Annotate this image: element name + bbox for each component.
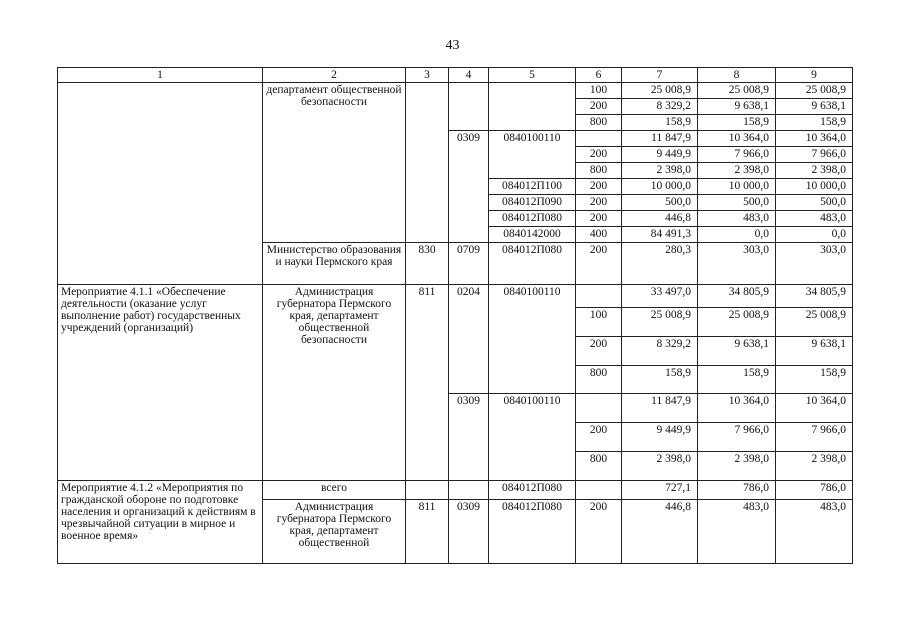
expense-type-cell: 100 (576, 308, 622, 337)
target-article-cell: 084012П090 (489, 195, 576, 211)
amount-cell: 10 000,0 (622, 179, 698, 195)
expense-type-cell: 200 (576, 99, 622, 115)
section-cell: 0309 (449, 394, 489, 481)
amount-cell: 500,0 (622, 195, 698, 211)
amount-cell: 25 008,9 (622, 308, 698, 337)
amount-cell: 8 329,2 (622, 337, 698, 366)
amount-cell: 158,9 (622, 115, 698, 131)
amount-cell: 158,9 (776, 115, 853, 131)
amount-cell: 303,0 (776, 243, 853, 285)
target-article-cell: 0840100110 (489, 285, 576, 394)
target-article-cell: 084012П100 (489, 179, 576, 195)
target-article-cell: 084012П080 (489, 500, 576, 564)
amount-cell: 9 638,1 (698, 337, 776, 366)
column-header: 2 (263, 68, 406, 83)
amount-cell: 34 805,9 (698, 285, 776, 308)
amount-cell: 9 638,1 (698, 99, 776, 115)
executor-cell: департамент общественной безопасности (263, 83, 406, 243)
amount-cell: 34 805,9 (776, 285, 853, 308)
column-header: 8 (698, 68, 776, 83)
section-cell: 0309 (449, 500, 489, 564)
amount-cell: 2 398,0 (622, 163, 698, 179)
column-header: 9 (776, 68, 853, 83)
budget-table (57, 67, 853, 564)
expense-type-cell (576, 481, 622, 500)
target-article-cell: 0840142000 (489, 227, 576, 243)
amount-cell: 0,0 (698, 227, 776, 243)
amount-cell: 25 008,9 (776, 308, 853, 337)
amount-cell: 158,9 (622, 366, 698, 394)
amount-cell: 786,0 (776, 481, 853, 500)
amount-cell: 483,0 (776, 211, 853, 227)
page-number: 43 (445, 38, 460, 53)
amount-cell: 11 847,9 (622, 131, 698, 147)
amount-cell: 10 364,0 (698, 394, 776, 423)
measure-cell: Мероприятие 4.1.1 «Обеспечение деятельности (оказание услуг выполнение работ) государственных учреждений (организаций) (58, 285, 263, 481)
amount-cell: 25 008,9 (698, 83, 776, 99)
amount-cell: 2 398,0 (698, 452, 776, 481)
section-cell (449, 481, 489, 500)
expense-type-cell (576, 131, 622, 147)
expense-type-cell: 200 (576, 243, 622, 285)
amount-cell: 500,0 (776, 195, 853, 211)
amount-cell: 10 364,0 (776, 394, 853, 423)
amount-cell: 2 398,0 (776, 163, 853, 179)
target-article-cell: 084012П080 (489, 243, 576, 285)
amount-cell: 10 000,0 (698, 179, 776, 195)
expense-type-cell: 800 (576, 115, 622, 131)
section-cell (449, 83, 489, 131)
target-article-cell: 0840100110 (489, 394, 576, 481)
amount-cell: 2 398,0 (698, 163, 776, 179)
section-cell: 0309 (449, 131, 489, 243)
amount-cell: 8 329,2 (622, 99, 698, 115)
code-cell: 830 (406, 243, 449, 285)
amount-cell: 7 966,0 (698, 423, 776, 452)
expense-type-cell (576, 394, 622, 423)
table-row (58, 83, 853, 99)
code-cell (406, 481, 449, 500)
table-row (58, 481, 853, 500)
expense-type-cell: 200 (576, 500, 622, 564)
column-header: 5 (489, 68, 576, 83)
amount-cell: 7 966,0 (776, 423, 853, 452)
amount-cell: 280,3 (622, 243, 698, 285)
expense-type-cell: 800 (576, 366, 622, 394)
target-article-cell (489, 83, 576, 131)
expense-type-cell: 200 (576, 337, 622, 366)
amount-cell: 483,0 (698, 211, 776, 227)
amount-cell: 786,0 (698, 481, 776, 500)
amount-cell: 9 638,1 (776, 99, 853, 115)
column-header: 3 (406, 68, 449, 83)
amount-cell: 500,0 (698, 195, 776, 211)
expense-type-cell: 200 (576, 179, 622, 195)
column-header: 6 (576, 68, 622, 83)
executor-cell: Администрация губернатора Пермского края, департамент общественной безопасности (263, 285, 406, 481)
amount-cell: 11 847,9 (622, 394, 698, 423)
amount-cell: 446,8 (622, 211, 698, 227)
expense-type-cell: 200 (576, 195, 622, 211)
amount-cell: 158,9 (698, 366, 776, 394)
expense-type-cell: 200 (576, 211, 622, 227)
expense-type-cell: 200 (576, 147, 622, 163)
amount-cell: 25 008,9 (622, 83, 698, 99)
amount-cell: 9 449,9 (622, 147, 698, 163)
amount-cell: 158,9 (698, 115, 776, 131)
executor-cell: Администрация губернатора Пермского края, департамент общественной (263, 500, 406, 564)
expense-type-cell: 800 (576, 163, 622, 179)
amount-cell: 7 966,0 (698, 147, 776, 163)
target-article-cell: 084012П080 (489, 211, 576, 227)
amount-cell: 10 364,0 (698, 131, 776, 147)
column-header: 4 (449, 68, 489, 83)
section-cell: 0709 (449, 243, 489, 285)
executor-cell: Министерство образования и науки Пермского края (263, 243, 406, 285)
amount-cell: 483,0 (776, 500, 853, 564)
amount-cell: 7 966,0 (776, 147, 853, 163)
target-article-cell: 0840100110 (489, 131, 576, 179)
amount-cell: 25 008,9 (776, 83, 853, 99)
executor-cell: всего (263, 481, 406, 500)
amount-cell: 9 638,1 (776, 337, 853, 366)
measure-cell (58, 83, 263, 285)
amount-cell: 84 491,3 (622, 227, 698, 243)
measure-cell: Мероприятие 4.1.2 «Мероприятия по гражданской обороне по подготовке населения и организаций к действиям в чрезвычайной ситуации в мирное и военное время» (58, 481, 263, 564)
table-row (58, 285, 853, 308)
code-cell: 811 (406, 500, 449, 564)
expense-type-cell: 100 (576, 83, 622, 99)
amount-cell: 0,0 (776, 227, 853, 243)
section-cell: 0204 (449, 285, 489, 394)
column-header: 7 (622, 68, 698, 83)
expense-type-cell: 400 (576, 227, 622, 243)
code-cell: 811 (406, 285, 449, 481)
amount-cell: 33 497,0 (622, 285, 698, 308)
table-header-row (58, 68, 853, 83)
amount-cell: 483,0 (698, 500, 776, 564)
amount-cell: 303,0 (698, 243, 776, 285)
amount-cell: 2 398,0 (622, 452, 698, 481)
target-article-cell: 084012П080 (489, 481, 576, 500)
amount-cell: 10 000,0 (776, 179, 853, 195)
expense-type-cell: 800 (576, 452, 622, 481)
amount-cell: 10 364,0 (776, 131, 853, 147)
amount-cell: 158,9 (776, 366, 853, 394)
code-cell (406, 83, 449, 243)
expense-type-cell: 200 (576, 423, 622, 452)
amount-cell: 9 449,9 (622, 423, 698, 452)
amount-cell: 446,8 (622, 500, 698, 564)
amount-cell: 727,1 (622, 481, 698, 500)
expense-type-cell (576, 285, 622, 308)
amount-cell: 2 398,0 (776, 452, 853, 481)
column-header: 1 (58, 68, 263, 83)
amount-cell: 25 008,9 (698, 308, 776, 337)
